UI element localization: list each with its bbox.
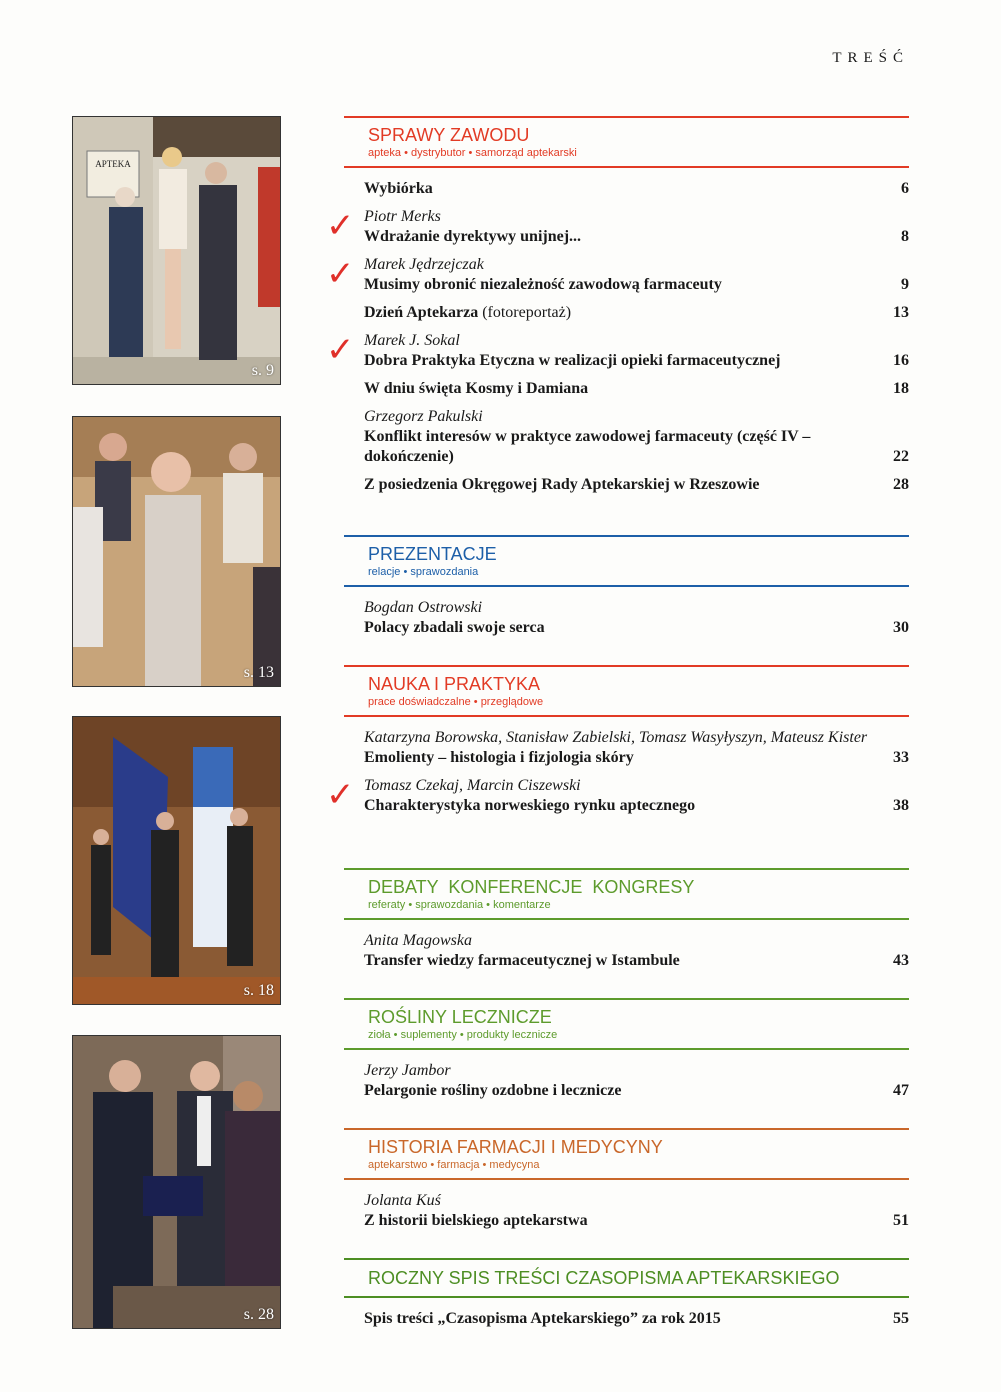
- entry-author: Marek Jędrzejczak: [364, 256, 484, 273]
- entry-title: [364, 1309, 721, 1329]
- section-roczny-spis: [344, 1258, 909, 1337]
- page-title: TREŚĆ: [832, 50, 909, 66]
- photo-caption: s. 18: [243, 982, 274, 999]
- toc-entry[interactable]: [326, 206, 909, 247]
- section-debaty-konferencje-kongresy: [344, 868, 909, 979]
- entry-author: Marek J. Sokal: [364, 332, 460, 349]
- entry-title-text: Konflikt interesów w praktyce zawodowej farmaceuty (część IV – dokończenie): [364, 428, 811, 465]
- section-header: [344, 868, 909, 920]
- checkmark-icon: ✓: [326, 206, 355, 246]
- entry-title-text: W dniu święta Kosmy i Damiana: [364, 380, 589, 397]
- entry-title: [364, 227, 581, 247]
- section-rosliny-lecznicze: [344, 998, 909, 1109]
- entry-title-text: Pelargonie rośliny ozdobne i lecznicze: [364, 1082, 622, 1099]
- photo-caption: s. 28: [243, 1306, 274, 1323]
- entry-title-text: Z posiedzenia Okręgowej Rady Aptekarskiej w Rzeszowie: [364, 476, 760, 493]
- pharmacy-sign-text: APTEKA: [95, 159, 131, 169]
- photo-diploma-handover: [72, 1035, 281, 1329]
- entry-page-number: 55: [893, 1310, 909, 1327]
- entry-list: [344, 1191, 909, 1231]
- entry-list: [344, 931, 909, 971]
- section-title: DEBATY KONFERENCJE KONGRESY: [368, 877, 695, 897]
- checkmark-icon: ✓: [326, 330, 355, 370]
- entry-page-number: 22: [893, 448, 909, 465]
- section-subtitle: referaty • sprawozdania • komentarze: [368, 899, 551, 911]
- photo-pharmacy-entrance: [72, 116, 281, 385]
- toc-entry[interactable]: [364, 598, 909, 638]
- photo-banner-ceremony: [72, 716, 281, 1005]
- entry-author: Jolanta Kuś: [364, 1192, 441, 1209]
- section-nauka-i-praktyka: [326, 665, 909, 824]
- entry-title: [364, 748, 634, 768]
- toc-entry[interactable]: [364, 1061, 909, 1101]
- entry-title: [364, 351, 781, 371]
- entry-title: [364, 475, 760, 495]
- entry-title: [364, 275, 722, 295]
- entry-title: [364, 179, 433, 199]
- entry-page-number: 51: [893, 1212, 909, 1229]
- section-subtitle: prace doświadczalne • przeglądowe: [368, 696, 544, 708]
- entry-title: [364, 303, 571, 323]
- entry-page-number: 38: [893, 797, 909, 814]
- entry-title-note: (fotoreportaż): [478, 304, 572, 321]
- entry-title-text: Dzień Aptekarza: [364, 304, 479, 321]
- entry-author: Jerzy Jambor: [364, 1062, 451, 1079]
- section-header: [344, 998, 909, 1050]
- checkmark-icon: ✓: [326, 254, 355, 294]
- entry-page-number: 16: [893, 352, 909, 369]
- photo-diploma-handover-image: [73, 1036, 280, 1328]
- entry-title-text: Wybiórka: [364, 180, 433, 197]
- photo-pharmacy-entrance-image: [73, 117, 280, 384]
- photo-award-group: [72, 416, 281, 687]
- entry-title-text: Z historii bielskiego aptekarstwa: [364, 1212, 588, 1229]
- entry-list: [326, 728, 909, 816]
- entry-page-number: 43: [893, 952, 909, 969]
- entry-page-number: 30: [893, 619, 909, 636]
- toc-entry[interactable]: [326, 254, 909, 295]
- section-header: [344, 1128, 909, 1180]
- section-header: [344, 535, 909, 587]
- section-prezentacje: [344, 535, 909, 646]
- entry-title: [364, 618, 545, 638]
- checkmark-icon: ✓: [326, 775, 355, 815]
- entry-title-text: Wdrażanie dyrektywy unijnej...: [364, 228, 582, 245]
- section-header: [344, 116, 909, 168]
- section-title: HISTORIA FARMACJI I MEDYCYNY: [368, 1137, 663, 1157]
- entry-title: [364, 796, 695, 816]
- section-header: [344, 665, 909, 717]
- entry-title-text: Transfer wiedzy farmaceutycznej w Istambule: [364, 952, 680, 969]
- section-subtitle: relacje • sprawozdania: [368, 566, 479, 578]
- entry-page-number: 9: [901, 276, 909, 293]
- entry-page-number: 28: [893, 476, 909, 493]
- toc-entry[interactable]: [364, 1309, 909, 1329]
- section-title: ROCZNY SPIS TREŚCI CZASOPISMA APTEKARSKIEGO: [368, 1268, 840, 1288]
- entry-page-number: 8: [901, 228, 909, 245]
- entry-title-text: Polacy zbadali swoje serca: [364, 619, 545, 636]
- toc-entry[interactable]: [364, 179, 909, 199]
- entry-author: Bogdan Ostrowski: [364, 599, 483, 616]
- toc-entry[interactable]: [364, 1191, 909, 1231]
- section-header: [344, 1258, 909, 1298]
- toc-entry[interactable]: [364, 728, 909, 768]
- entry-list: [344, 1061, 909, 1101]
- toc-entry[interactable]: [364, 303, 909, 323]
- entry-title: [364, 951, 680, 971]
- entry-title-text: Spis treści „Czasopisma Aptekarskiego” za rok 2015: [364, 1310, 721, 1327]
- toc-entry[interactable]: [364, 407, 909, 467]
- entry-author: Grzegorz Pakulski: [364, 408, 483, 425]
- entry-author: Anita Magowska: [364, 932, 472, 949]
- entry-page-number: 18: [893, 380, 909, 397]
- entry-author: Katarzyna Borowska, Stanisław Zabielski, Tomasz Wasyłyszyn, Mateusz Kister: [364, 729, 868, 746]
- toc-entry[interactable]: [364, 931, 909, 971]
- entry-page-number: 47: [893, 1082, 909, 1099]
- entry-title-text: Musimy obronić niezależność zawodową farmaceuty: [364, 276, 722, 293]
- entry-list: [344, 598, 909, 638]
- section-title: ROŚLINY LECZNICZE: [368, 1007, 552, 1027]
- entry-page-number: 33: [893, 749, 909, 766]
- entry-author: Piotr Merks: [364, 208, 441, 225]
- toc-entry[interactable]: [326, 775, 909, 816]
- section-title: PREZENTACJE: [368, 544, 497, 564]
- entry-title: [364, 379, 588, 399]
- section-subtitle: apteka • dystrybutor • samorząd aptekarski: [368, 147, 577, 159]
- entry-list: [344, 1309, 909, 1329]
- photo-award-group-image: [73, 417, 280, 686]
- section-historia-farmacji: [344, 1128, 909, 1239]
- toc-entry[interactable]: [326, 330, 909, 371]
- photo-caption: s. 9: [251, 362, 274, 379]
- entry-title-text: Charakterystyka norweskiego rynku aptecznego: [364, 797, 696, 814]
- entry-title-text: Emolienty – histologia i fizjologia skóry: [364, 749, 634, 766]
- photo-banner-ceremony-image: [73, 717, 280, 1004]
- entry-page-number: 13: [893, 304, 909, 321]
- entry-title-text: Dobra Praktyka Etyczna w realizacji opieki farmaceutycznej: [364, 352, 781, 369]
- photo-caption: s. 13: [243, 664, 274, 681]
- section-subtitle: zioła • suplementy • produkty lecznicze: [368, 1029, 558, 1041]
- section-subtitle: aptekarstwo • farmacja • medycyna: [368, 1159, 540, 1171]
- toc-entry[interactable]: [364, 379, 909, 399]
- entry-list: [326, 179, 909, 495]
- entry-title: [364, 1081, 621, 1101]
- section-sprawy-zawodu: [326, 116, 909, 503]
- entry-title: [364, 1211, 588, 1231]
- entry-author: Tomasz Czekaj, Marcin Ciszewski: [364, 777, 581, 794]
- section-title: SPRAWY ZAWODU: [368, 125, 530, 145]
- toc-entry[interactable]: [364, 475, 909, 495]
- entry-title: [364, 427, 834, 467]
- entry-page-number: 6: [901, 180, 909, 197]
- section-title: NAUKA I PRAKTYKA: [368, 674, 541, 694]
